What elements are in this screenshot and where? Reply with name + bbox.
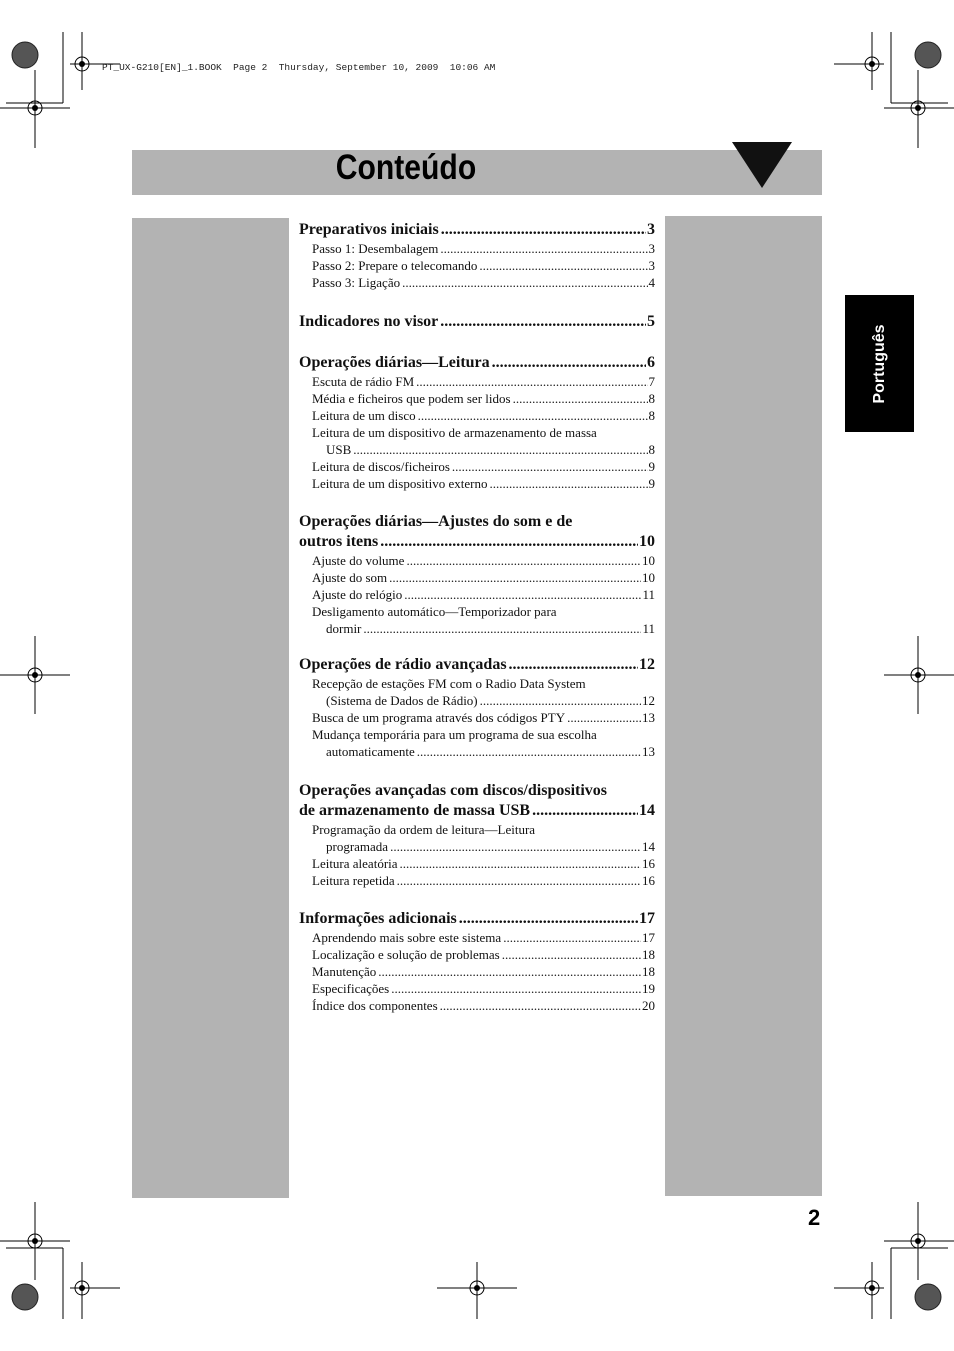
toc-entry-page: 7 (648, 374, 655, 389)
toc-entry-line: Programação da ordem de leitura—Leitura (312, 822, 536, 837)
right-gray-panel (665, 216, 822, 1196)
leader-dots (389, 569, 641, 586)
toc-entry-line: Mudança temporária para um programa de sua escolha (312, 727, 597, 742)
toc-entry (312, 963, 655, 980)
toc-section (299, 312, 655, 332)
leader-dots (509, 655, 638, 675)
toc-entry (312, 373, 655, 390)
toc-entry (312, 274, 655, 291)
toc-entry-title[interactable]: Passo 3: Ligação (312, 275, 401, 290)
toc-section (299, 353, 655, 492)
leader-dots (418, 407, 648, 424)
leader-dots (416, 373, 647, 390)
leader-dots (391, 980, 641, 997)
toc-entry-title[interactable]: Ajuste do som (312, 570, 388, 585)
leader-dots (353, 441, 647, 458)
toc-entry-line: Leitura de um dispositivo de armazenamento de massa (312, 425, 597, 440)
toc-entry-page: 8 (648, 408, 655, 423)
toc-entry-title[interactable]: dormir (326, 621, 362, 636)
toc-entry-title[interactable]: Manutenção (312, 964, 377, 979)
toc-section-heading (299, 220, 655, 240)
leader-dots (402, 274, 647, 291)
toc-entry-title[interactable]: Passo 1: Desembalagem (312, 241, 439, 256)
toc-entry-page: 11 (642, 587, 655, 602)
toc-entry-page: 14 (642, 839, 655, 854)
toc-entry (312, 821, 655, 855)
toc-section (299, 781, 655, 889)
print-header: PT_UX-G210[EN]_1.BOOK Page 2 Thursday, September 10, 2009 10:06 AM (102, 62, 496, 73)
toc-section-page: 14 (639, 802, 655, 819)
toc-entry-page: 3 (648, 258, 655, 273)
leader-dots (440, 997, 641, 1014)
toc-entry-page: 13 (642, 710, 655, 725)
leader-dots (452, 458, 648, 475)
toc-entry-title[interactable]: Leitura de um disco (312, 408, 416, 423)
toc-entry-title[interactable]: Leitura de discos/ficheiros (312, 459, 450, 474)
toc-entry-page: 18 (642, 947, 655, 962)
leader-dots (479, 257, 647, 274)
toc-entry-title[interactable]: Ajuste do relógio (312, 587, 403, 602)
toc-section-title[interactable]: Indicadores no visor (299, 313, 439, 330)
leader-dots (363, 620, 641, 637)
toc-entry (312, 458, 655, 475)
leader-dots (441, 220, 646, 240)
toc-entry (312, 552, 655, 569)
toc-entry-page: 16 (642, 856, 655, 871)
toc-section-heading (299, 909, 655, 929)
toc-section-page: 6 (647, 354, 655, 371)
toc-entry-title[interactable]: Escuta de rádio FM (312, 374, 415, 389)
toc-section-page: 3 (647, 221, 655, 238)
toc-entry-title[interactable]: Ajuste do volume (312, 553, 405, 568)
toc-entry-page: 9 (648, 476, 655, 491)
toc-section-heading (299, 353, 655, 373)
toc-entry-page: 10 (642, 570, 655, 585)
toc-entry-page: 8 (648, 442, 655, 457)
toc-section (299, 655, 655, 760)
toc-entry-page: 17 (642, 930, 655, 945)
toc-entry-title[interactable]: Passo 2: Prepare o telecomando (312, 258, 478, 273)
toc-section (299, 512, 655, 637)
toc-section (299, 220, 655, 291)
toc-section-heading (299, 655, 655, 675)
toc-entry-page: 9 (648, 459, 655, 474)
toc-entry-title[interactable]: Leitura de um dispositivo externo (312, 476, 488, 491)
toc-entry (312, 569, 655, 586)
leader-dots (532, 801, 638, 821)
leader-dots (480, 692, 641, 709)
toc-entry (312, 726, 655, 760)
toc-entry (312, 257, 655, 274)
toc-entry-title[interactable]: Índice dos componentes (312, 998, 438, 1013)
toc-entry-page: 3 (648, 241, 655, 256)
toc-entry-title[interactable]: Média e ficheiros que podem ser lidos (312, 391, 511, 406)
toc-entry-page: 18 (642, 964, 655, 979)
toc-entry (312, 997, 655, 1014)
leader-dots (404, 586, 641, 603)
toc-entry (312, 929, 655, 946)
table-of-contents (299, 220, 655, 1014)
leader-dots (489, 475, 647, 492)
toc-entry-title[interactable]: Especificações (312, 981, 390, 996)
toc-entry-title[interactable]: (Sistema de Dados de Rádio) (326, 693, 478, 708)
leader-dots (390, 838, 641, 855)
toc-entry-title[interactable]: programada (326, 839, 389, 854)
page-title: Conteúdo (335, 148, 477, 187)
toc-entry (312, 946, 655, 963)
toc-section-heading (299, 512, 655, 552)
leader-dots (503, 929, 641, 946)
toc-entry-title[interactable]: Aprendendo mais sobre este sistema (312, 930, 502, 945)
toc-section-heading (299, 781, 655, 821)
toc-entry-page: 10 (642, 553, 655, 568)
toc-section-title[interactable]: Operações diárias—Leitura (299, 354, 490, 371)
toc-section (299, 909, 655, 1014)
toc-entry-page: 16 (642, 873, 655, 888)
toc-section-title[interactable]: Informações adicionais (299, 910, 457, 927)
toc-entry (312, 709, 655, 726)
leader-dots (492, 353, 646, 373)
toc-entry-page: 8 (648, 391, 655, 406)
toc-section-page: 5 (647, 313, 655, 330)
page-number: 2 (808, 1205, 821, 1230)
language-tab-label: Português (870, 323, 888, 404)
toc-entry (312, 586, 655, 603)
language-tab (845, 295, 914, 432)
toc-entry (312, 872, 655, 889)
toc-entry (312, 603, 655, 637)
toc-section-title[interactable]: Preparativos iniciais (299, 221, 439, 238)
toc-section-page: 17 (639, 910, 655, 927)
left-gray-panel (132, 218, 289, 1198)
toc-entry (312, 407, 655, 424)
toc-entry-page: 13 (642, 744, 655, 759)
toc-entry-page: 20 (642, 998, 655, 1013)
toc-entry-title[interactable]: Leitura repetida (312, 873, 395, 888)
toc-entry-title[interactable]: USB (326, 442, 352, 457)
leader-dots (567, 709, 641, 726)
leader-dots (400, 855, 641, 872)
leader-dots (513, 390, 648, 407)
leader-dots (440, 240, 647, 257)
toc-entry-title[interactable]: automaticamente (326, 744, 415, 759)
toc-entry (312, 855, 655, 872)
leader-dots (459, 909, 638, 929)
leader-dots (502, 946, 641, 963)
toc-entry-title[interactable]: Busca de um programa através dos códigos PTY (312, 710, 566, 725)
toc-entry (312, 424, 655, 458)
toc-entry-title[interactable]: Leitura aleatória (312, 856, 398, 871)
toc-entry (312, 475, 655, 492)
leader-dots (406, 552, 641, 569)
toc-entry-line: Desligamento automático—Temporizador para (312, 604, 557, 619)
leader-dots (397, 872, 641, 889)
title-triangle-icon (728, 140, 823, 196)
toc-section-heading-line: Operações diárias—Ajustes do som e de (299, 513, 573, 530)
toc-entry-page: 4 (648, 275, 655, 290)
leader-dots (440, 312, 646, 332)
toc-entry-line: Recepção de estações FM com o Radio Data System (312, 676, 586, 691)
toc-section-heading (299, 312, 655, 332)
toc-entry-page: 12 (642, 693, 655, 708)
toc-section-page: 10 (639, 533, 655, 550)
leader-dots (380, 532, 638, 552)
toc-entry-page: 11 (642, 621, 655, 636)
leader-dots (378, 963, 641, 980)
toc-section-title[interactable]: Operações de rádio avançadas (299, 656, 507, 673)
toc-section-title[interactable]: outros itens (299, 533, 379, 550)
toc-section-title[interactable]: de armazenamento de massa USB (299, 802, 531, 819)
toc-section-heading-line: Operações avançadas com discos/dispositivos (299, 782, 608, 799)
toc-entry-title[interactable]: Localização e solução de problemas (312, 947, 500, 962)
toc-entry (312, 240, 655, 257)
toc-entry (312, 390, 655, 407)
toc-section-page: 12 (639, 656, 655, 673)
toc-entry-page: 19 (642, 981, 655, 996)
leader-dots (417, 743, 641, 760)
toc-entry (312, 675, 655, 709)
toc-entry (312, 980, 655, 997)
